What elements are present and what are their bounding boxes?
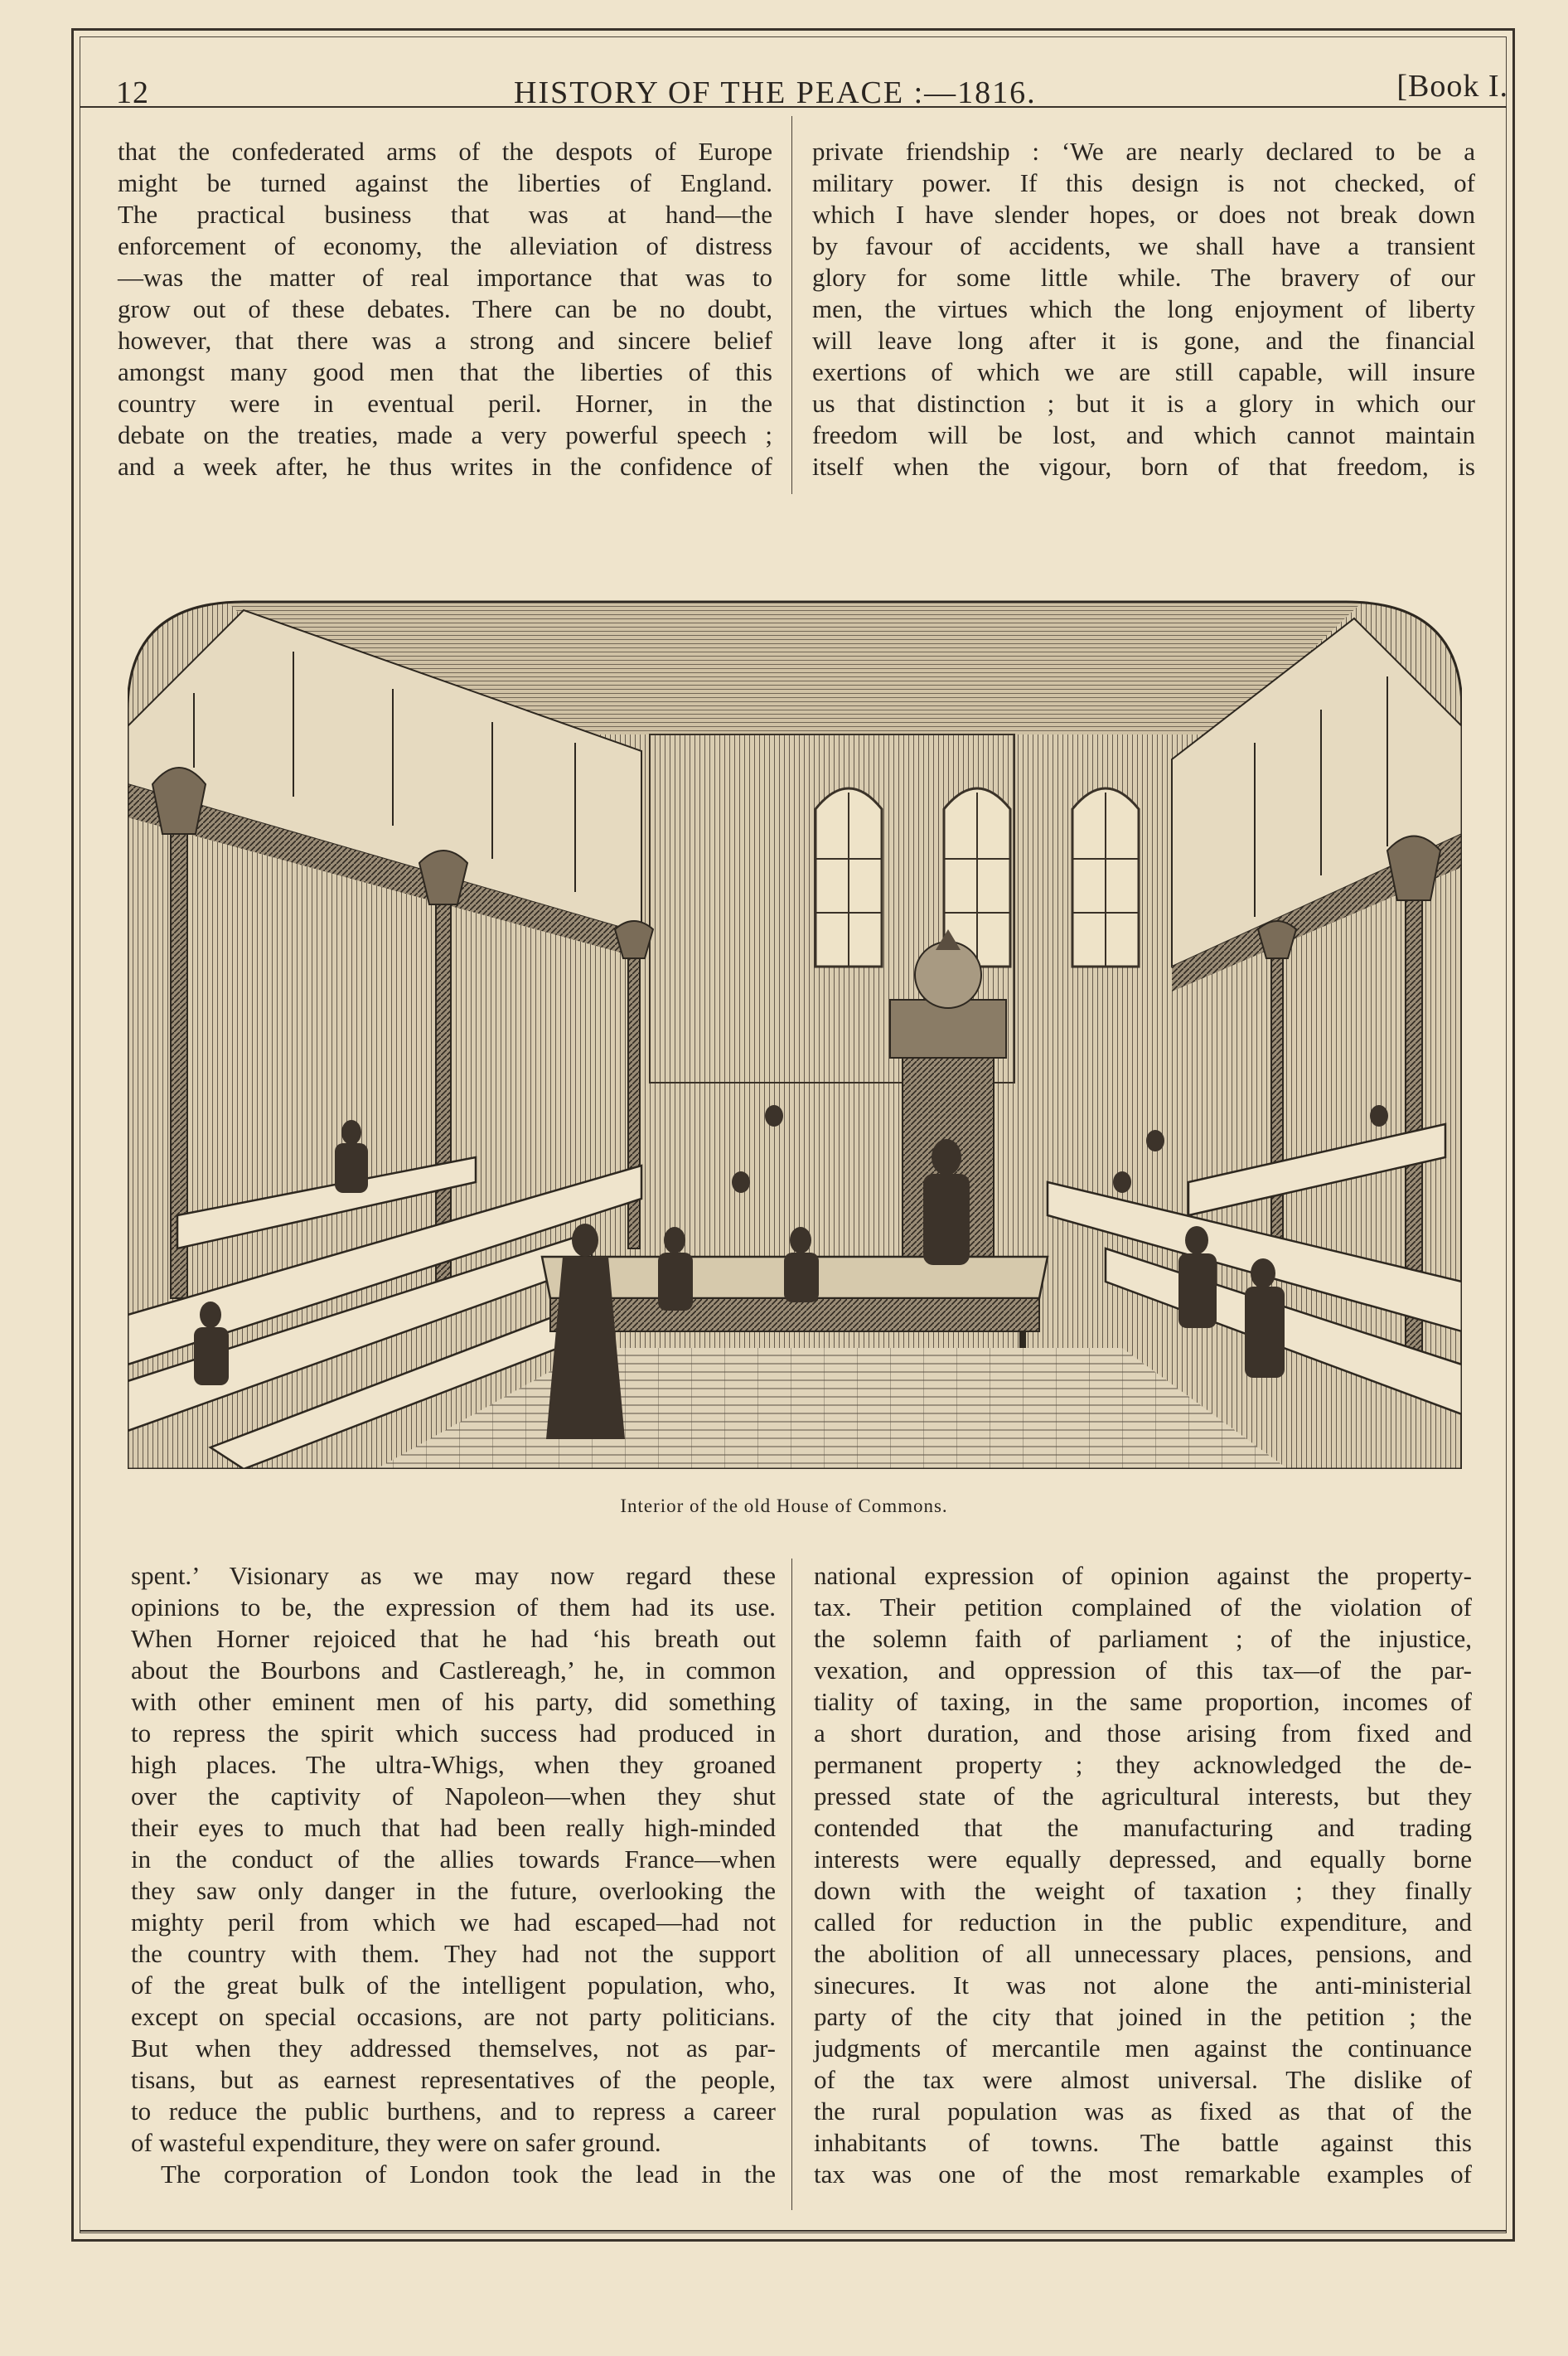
text-line: about the Bourbons and Castlereagh,’ he, in common [131, 1656, 776, 1685]
text-line: of the great bulk of the intelligent population, who, [131, 1971, 776, 2000]
text-line: When Horner rejoiced that he had ‘his breath out [131, 1624, 776, 1653]
text-line: exertions of which we are still capable, will insure [812, 357, 1475, 386]
text-line: glory for some little while. The bravery of our [812, 263, 1475, 292]
book-label: [Book I. [1396, 69, 1508, 104]
text-line: military power. If this design is not checked, of [812, 168, 1475, 197]
text-line: however, that there was a strong and sincere belief [118, 326, 772, 355]
top-column-divider [791, 116, 792, 494]
text-line: which I have slender hopes, or does not break down [812, 200, 1475, 229]
running-header [116, 68, 1508, 118]
text-line: vexation, and oppression of this tax—of the par- [814, 1656, 1472, 1685]
text-line: private friendship : ‘We are nearly declared to be a [812, 137, 1475, 166]
figure-caption: Interior of the old House of Commons. [620, 1496, 948, 1516]
text-line: over the captivity of Napoleon—when they shut [131, 1782, 776, 1811]
text-line: party of the city that joined in the petition ; the [814, 2002, 1472, 2031]
text-line: tax. Their petition complained of the violation of [814, 1592, 1472, 1622]
text-line: that the confederated arms of the despots of Europe [118, 137, 772, 166]
text-line: to reduce the public burthens, and to repress a career [131, 2097, 776, 2126]
text-line: judgments of mercantile men against the continuance [814, 2034, 1472, 2063]
text-line: the rural population was as fixed as that of the [814, 2097, 1472, 2126]
text-line: permanent property ; they acknowledged the de- [814, 1750, 1472, 1779]
top-right-column [812, 136, 1475, 482]
text-line: except on special occasions, are not party politicians. [131, 2002, 776, 2031]
text-line: down with the weight of taxation ; they finally [814, 1876, 1472, 1905]
text-line: But when they addressed themselves, not as par- [131, 2034, 776, 2063]
text-line: the country with them. They had not the support [131, 1939, 776, 1968]
bottom-left-column [131, 1560, 776, 2190]
text-line: to repress the spirit which success had produced in [131, 1719, 776, 1748]
text-line: enforcement of economy, the alleviation of distress [118, 231, 772, 260]
text-line: tax was one of the most remarkable examples of [814, 2160, 1472, 2189]
text-line: might be turned against the liberties of England. [118, 168, 772, 197]
text-line: interests were equally depressed, and equally borne [814, 1845, 1472, 1874]
paragraph-start-line: The corporation of London took the lead in the [161, 2160, 776, 2189]
text-line: the abolition of all unnecessary places, pensions, and [814, 1939, 1472, 1968]
top-left-column [118, 136, 772, 482]
text-line: tiality of taxing, in the same proportion, incomes of [814, 1687, 1472, 1716]
text-line: they saw only danger in the future, overlooking the [131, 1876, 776, 1905]
text-line: debate on the treaties, made a very powerful speech ; [118, 420, 772, 449]
bottom-right-column [814, 1560, 1472, 2190]
text-line: —was the matter of real importance that was to [118, 263, 772, 292]
text-line: us that distinction ; but it is a glory in which our [812, 389, 1475, 418]
text-line: by favour of accidents, we shall have a transient [812, 231, 1475, 260]
text-line: called for reduction in the public expenditure, and [814, 1908, 1472, 1937]
text-line: their eyes to much that had been really high-minded [131, 1813, 776, 1842]
bottom-column-divider [791, 1559, 792, 2210]
text-line: country were in eventual peril. Horner, in the [118, 389, 772, 418]
text-line: of the tax were almost universal. The dislike of [814, 2065, 1472, 2094]
engraving-illustration [128, 585, 1462, 1469]
text-line: The practical business that was at hand—the [118, 200, 772, 229]
text-line: men, the virtues which the long enjoyment of liberty [812, 294, 1475, 323]
text-line: a short duration, and those arising from fixed and [814, 1719, 1472, 1748]
text-line: grow out of these debates. There can be no doubt, [118, 294, 772, 323]
text-line: inhabitants of towns. The battle against this [814, 2128, 1472, 2157]
text-line: sinecures. It was not alone the anti-ministerial [814, 1971, 1472, 2000]
footer-rule [80, 2230, 1507, 2232]
text-line: in the conduct of the allies towards France—when [131, 1845, 776, 1874]
text-line: mighty peril from which we had escaped—had not [131, 1908, 776, 1937]
text-line: of wasteful expenditure, they were on safer ground. [131, 2128, 661, 2157]
text-line: national expression of opinion against the property- [814, 1561, 1472, 1590]
text-line: spent.’ Visionary as we may now regard these [131, 1561, 776, 1590]
running-title: HISTORY OF THE PEACE :—1816. [514, 75, 1037, 110]
text-line: amongst many good men that the liberties of this [118, 357, 772, 386]
engraving-house-of-commons [128, 585, 1462, 1469]
header-rule [80, 106, 1507, 108]
page-number: 12 [116, 75, 149, 110]
text-line: pressed state of the agricultural interests, but they [814, 1782, 1472, 1811]
text-line: opinions to be, the expression of them had its use. [131, 1592, 776, 1622]
text-line: high places. The ultra-Whigs, when they groaned [131, 1750, 776, 1779]
text-line: will leave long after it is gone, and the financial [812, 326, 1475, 355]
text-line: itself when the vigour, born of that freedom, is [812, 452, 1475, 481]
text-line: the solemn faith of parliament ; of the injustice, [814, 1624, 1472, 1653]
text-line: contended that the manufacturing and trading [814, 1813, 1472, 1842]
text-line: tisans, but as earnest representatives of the people, [131, 2065, 776, 2094]
text-line: with other eminent men of his party, did something [131, 1687, 776, 1716]
text-line: freedom will be lost, and which cannot maintain [812, 420, 1475, 449]
text-line: and a week after, he thus writes in the confidence of [118, 452, 772, 481]
